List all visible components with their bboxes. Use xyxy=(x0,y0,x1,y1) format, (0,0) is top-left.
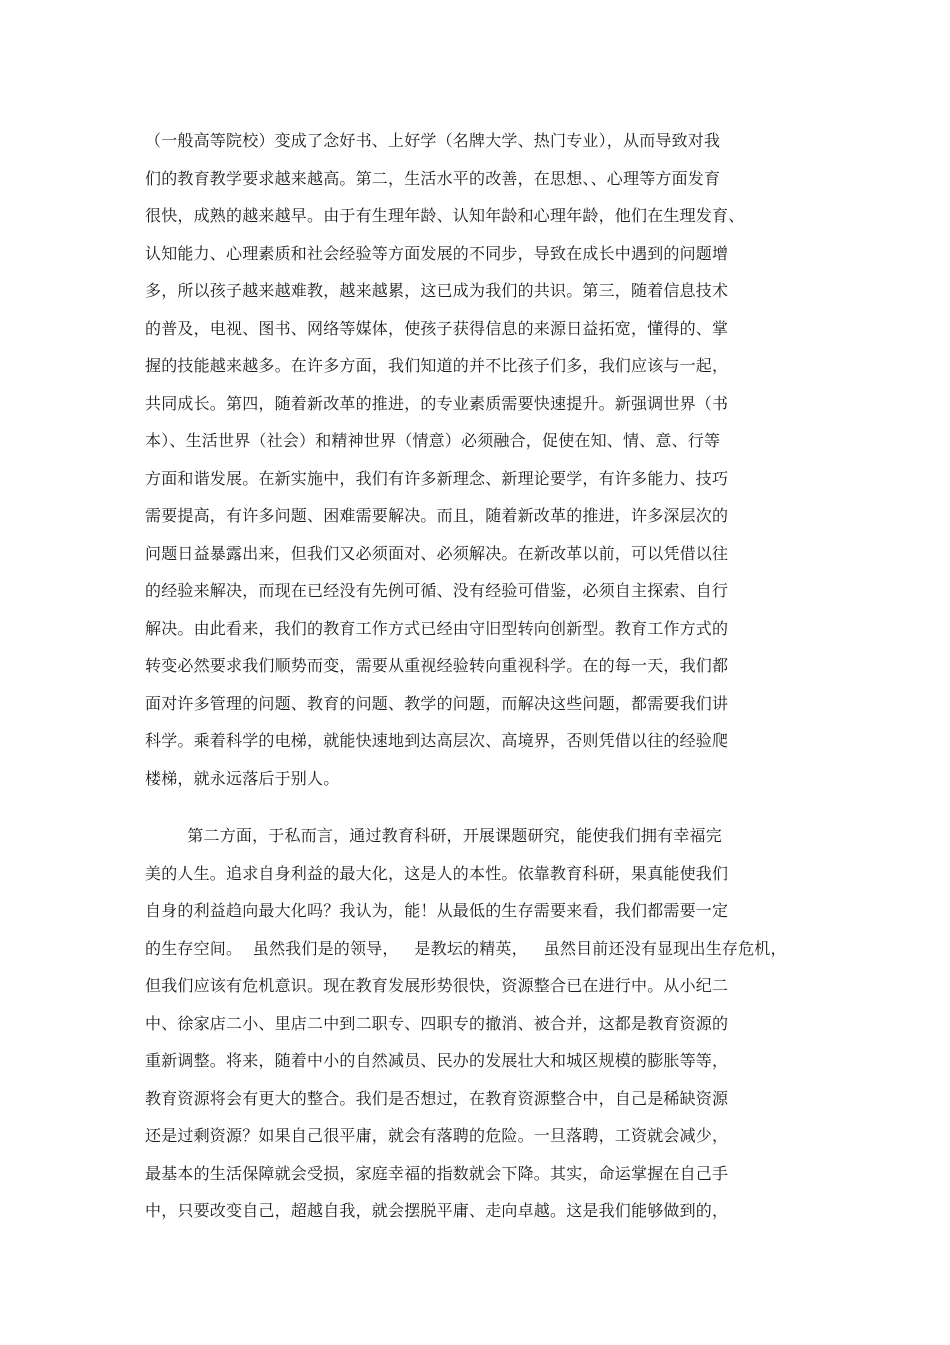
text-line: 的普及，电视、图书、网络等媒体，使孩子获得信息的来源日益拓宽，懂得的、掌 xyxy=(145,318,729,338)
text-line: 自身的利益趋向最大化吗？我认为，能！从最低的生存需要来看，我们都需要一定 xyxy=(145,901,729,920)
text-line: 教育资源将会有更大的整合。我们是否想过，在教育资源整合中，自己是稀缺资源 xyxy=(145,1088,729,1108)
text-line: 需要提高，有许多问题、困难需要解决。而且，随着新改革的推进，许多深层次的 xyxy=(145,506,729,525)
text-line: 很快，成熟的越来越早。由于有生理年龄、认知年龄和心理年龄，他们在生理发育、 xyxy=(145,206,745,225)
text-line: 面对许多管理的问题、教育的问题、教学的问题，而解决这些问题，都需要我们讲 xyxy=(145,693,729,713)
paragraph-2 xyxy=(145,817,787,1230)
text-line: 重新调整。将来，随着中小的自然减员、民办的发展壮大和城区规模的膨胀等等， xyxy=(145,1051,729,1070)
text-line: 认知能力、心理素质和社会经验等方面发展的不同步，导致在成长中遇到的问题增 xyxy=(145,243,729,263)
text-line: 握的技能越来越多。在许多方面，我们知道的并不比孩子们多，我们应该与一起， xyxy=(145,356,729,375)
text-line: 方面和谐发展。在新实施中，我们有许多新理念、新理论要学，有许多能力、技巧 xyxy=(145,468,729,488)
text-line: 美的人生。追求自身利益的最大化，这是人的本性。依靠教育科研，果真能使我们 xyxy=(145,863,729,883)
text-line: 解决。由此看来，我们的教育工作方式已经由守旧型转向创新型。教育工作方式的 xyxy=(145,618,729,638)
text-line: 最基本的生活保障就会受损，家庭幸福的指数就会下降。其实，命运掌握在自己手 xyxy=(145,1163,729,1183)
text-line: 共同成长。第四，随着新改革的推进，的专业素质需要快速提升。新强调世界（书 xyxy=(145,393,729,413)
text-line: 但我们应该有危机意识。现在教育发展形势很快，资源整合已在进行中。从小纪二 xyxy=(145,976,729,995)
text-line: 转变必然要求我们顺势而变，需要从重视经验转向重视科学。在的每一天，我们都 xyxy=(145,656,729,675)
text-line: 中，只要改变自己，超越自我，就会摆脱平庸、走向卓越。这是我们能够做到的， xyxy=(145,1201,729,1220)
paragraph-1 xyxy=(145,122,744,797)
text-line: 问题日益暴露出来，但我们又必须面对、必须解决。在新改革以前，可以凭借以往 xyxy=(145,543,729,563)
text-line: 第二方面，于私而言，通过教育科研，开展课题研究，能使我们拥有幸福完 xyxy=(145,826,722,845)
text-line: （一般高等院校）变成了念好书、上好学（名牌大学、热门专业），从而导致对我 xyxy=(145,131,721,150)
text-line: 还是过剩资源？如果自己很平庸，就会有落聘的危险。一旦落聘，工资就会减少， xyxy=(145,1126,729,1145)
text-line: 的生存空间。 虽然我们是的领导， 是教坛的精英， 虽然目前还没有显现出生存危机， xyxy=(145,938,787,958)
text-line: 们的教育教学要求越来越高。第二，生活水平的改善，在思想、、心理等方面发育 xyxy=(145,168,721,188)
text-line: 多，所以孩子越来越难教，越来越累，这已成为我们的共识。第三，随着信息技术 xyxy=(145,281,729,300)
text-line: 楼梯，就永远落后于别人。 xyxy=(145,768,340,788)
text-line: 本）、生活世界（社会）和精神世界（情意）必须融合，促使在知、情、意、行等 xyxy=(145,431,721,450)
text-line: 中、徐家店二小、里店二中到二职专、四职专的撤消、被合并，这都是教育资源的 xyxy=(145,1013,729,1033)
text-line: 科学。乘着科学的电梯，就能快速地到达高层次、高境界，否则凭借以往的经验爬 xyxy=(145,731,729,750)
text-line: 的经验来解决，而现在已经没有先例可循、没有经验可借鉴，必须自主探索、自行 xyxy=(145,581,729,600)
